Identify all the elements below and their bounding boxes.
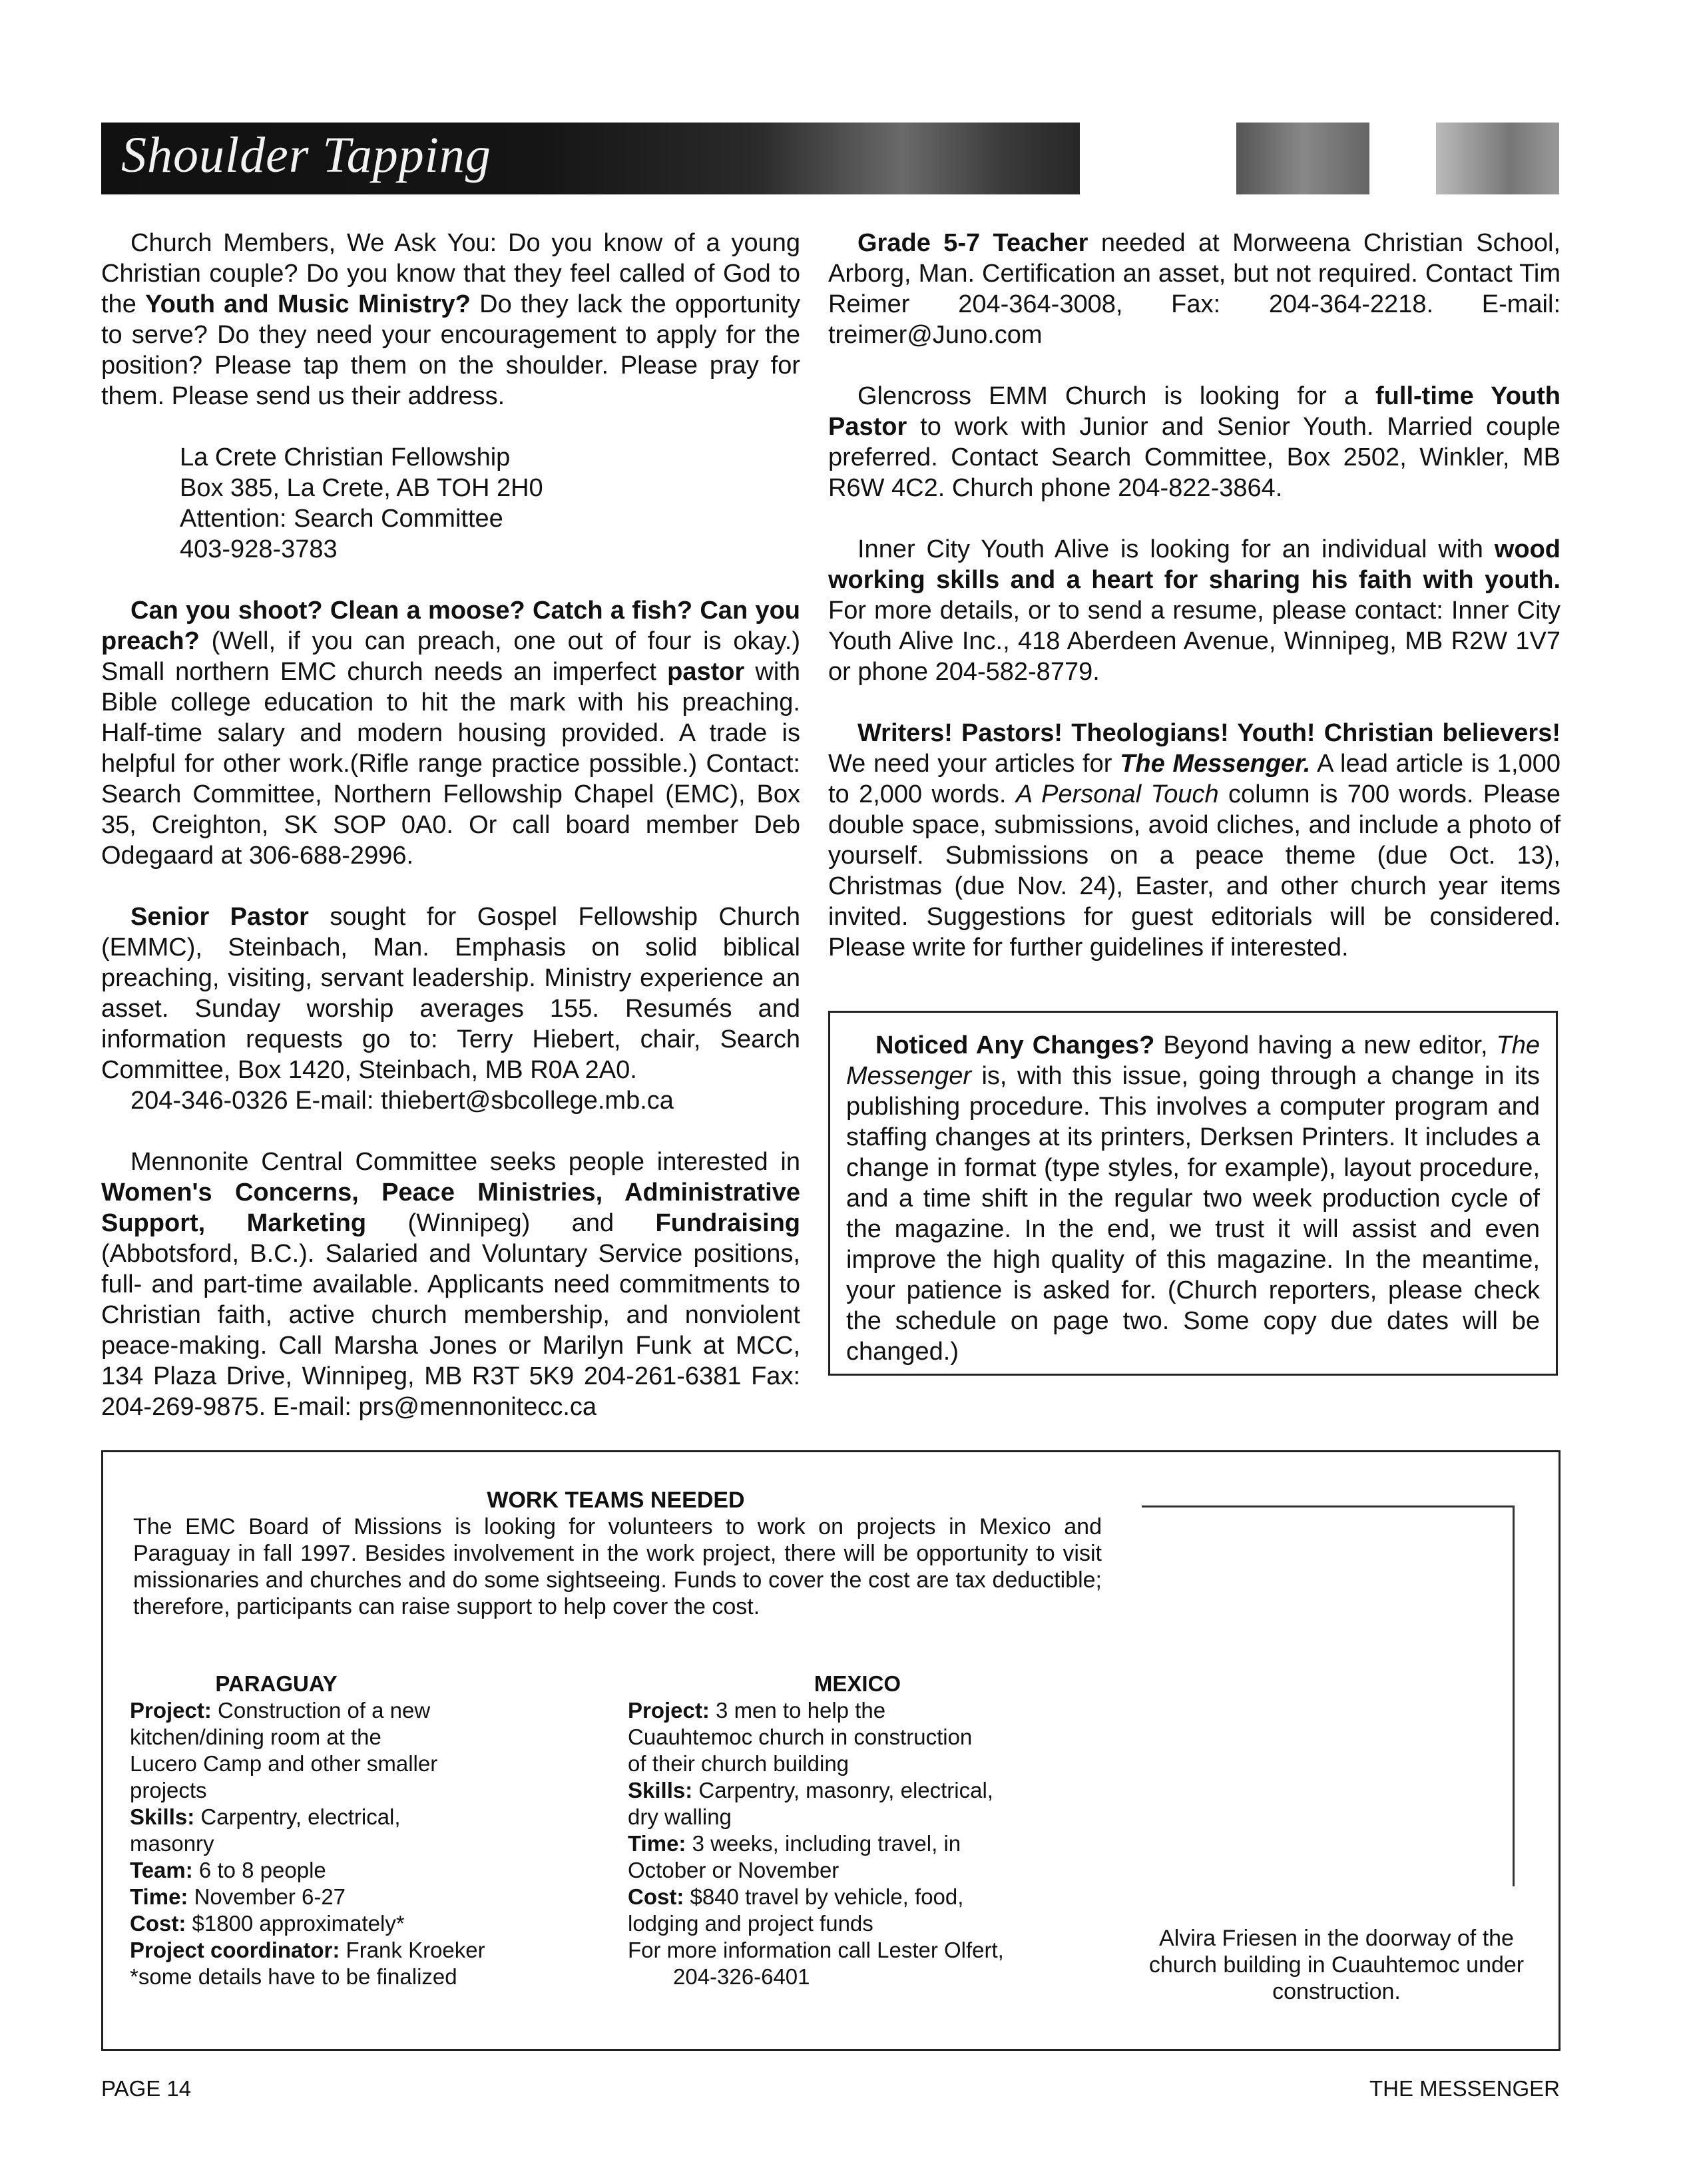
value: $1800 approximately*: [186, 1911, 405, 1936]
label: Time:: [628, 1831, 686, 1856]
ad-northern-pastor: [101, 595, 800, 871]
text: For more details, or to send a resume, please contact: Inner City Youth Alive Inc., 418 Aberdeen Avenue, Winnipeg, MB R2W 1V7 or phone 204-582-8779.: [828, 597, 1561, 686]
bold-text: Youth and Music Ministry?: [145, 290, 471, 318]
value: dry walling: [628, 1804, 732, 1829]
contact-phone: 204-326-6401: [673, 1964, 810, 1989]
text: to work with Junior and Senior Youth. Married couple preferred. Contact Search Committee, Box 2502, Winkler, MB R6W 4C2. Church phone 204-822-3864.: [828, 413, 1561, 502]
bold-text: pastor: [667, 658, 745, 686]
work-teams-title: WORK TEAMS NEEDED: [487, 1488, 745, 1513]
value: lodging and project funds: [628, 1911, 873, 1936]
label: Project coordinator:: [130, 1938, 340, 1962]
label: Project:: [628, 1698, 710, 1723]
skills-line: [628, 1777, 1120, 1804]
time-line: [628, 1830, 1120, 1857]
ad-teacher: [828, 228, 1561, 350]
ad-writers: [828, 718, 1561, 963]
value: 6 to 8 people: [192, 1858, 326, 1882]
bold-text: wood working skills and a heart for sharing his faith with youth.: [828, 535, 1561, 594]
address-block: [101, 442, 800, 565]
text: A lead article is 1,000 to 2,000 words.: [828, 750, 1561, 808]
value: of their church building: [628, 1751, 849, 1776]
text: Mennonite Central Committee seeks people interested in: [130, 1148, 800, 1176]
address-line: La Crete Christian Fellowship: [180, 443, 511, 471]
banner-texture: [1236, 123, 1369, 194]
text: column is 700 words. Please double space, submissions, avoid cliches, and include a photo of yourself. Submissions on a peace theme (due Oct. 13), Christmas (due Nov. 24), Easter, and other church year items invited. Suggestions for guest editorials will be considered. Please write for further guidelines if interested.: [828, 780, 1561, 961]
bold-text: Women's Concerns, Peace Ministries, Administrative Support, Marketing: [101, 1179, 800, 1237]
text: Beyond having a new editor,: [1154, 1031, 1497, 1059]
bold-text: Senior Pastor: [130, 903, 309, 931]
paraguay-column: [130, 1671, 596, 1990]
banner-gap: [1080, 123, 1236, 194]
banner-texture: [1436, 123, 1559, 194]
value: Frank Kroeker: [340, 1938, 485, 1962]
bold-italic-text: The Messenger.: [1120, 750, 1311, 778]
ad-youth-pastor: [828, 381, 1561, 503]
cost-line: [628, 1884, 1120, 1910]
project-line: [130, 1697, 596, 1724]
value: Carpentry, masonry, electrical,: [692, 1778, 993, 1802]
value: $840 travel by vehicle, food,: [684, 1884, 964, 1909]
team-line: [130, 1857, 596, 1884]
bold-text: Noticed Any Changes?: [875, 1031, 1155, 1059]
bold-text: Writers! Pastors! Theologians! Youth! Christian believers!: [857, 719, 1561, 747]
value: 3 weeks, including travel, in: [686, 1831, 961, 1856]
text: We need your articles for: [828, 750, 1120, 778]
section-title: Shoulder Tapping: [121, 127, 491, 183]
bold-text: Can you shoot? Clean a moose? Catch a fish? Can you preach?: [101, 597, 800, 655]
cost-line: [130, 1910, 596, 1937]
bold-text: Fundraising: [655, 1209, 800, 1237]
footnote: *some details have to be finalized: [130, 1964, 457, 1989]
address-line: 403-928-3783: [180, 535, 338, 563]
coordinator-line: [130, 1937, 596, 1964]
label: Time:: [130, 1884, 188, 1909]
text: (Winnipeg) and: [366, 1209, 656, 1237]
work-teams-intro: The EMC Board of Missions is looking for volunteers to work on projects in Mexico and Paraguay in fall 1997. Besides involvement in the work project, there will be opportunity to visit missionaries and churches and do some sightseeing. Funds to cover the cost are tax deductible; therefore, participants can raise support to help cover the cost.: [133, 1514, 1102, 1619]
text: 204-346-0326 E-mail: thiebert@sbcollege.mb.ca: [130, 1087, 674, 1115]
paraguay-heading: PARAGUAY: [215, 1671, 338, 1696]
text: Church Members, We Ask You: Do you know of a young Christian couple? Do you know that they feel called of God to the: [101, 229, 800, 318]
value: kitchen/dining room at the: [130, 1725, 381, 1749]
text: with Bible college education to hit the mark with his preaching. Half-time salary and modern housing provided. A trade is helpful for other work.(Rifle range practice possible.) Contact: Search Committee, Northern Fellowship Chapel (EMC), Box 35, Creighton, SK SOP 0A0. Or call board member Deb Odegaard at 306-688-2996.: [101, 658, 801, 870]
address-line: Box 385, La Crete, AB TOH 2H0: [180, 474, 543, 502]
photo-frame: [1142, 1505, 1515, 1886]
label: Team:: [130, 1858, 193, 1882]
value: Construction of a new: [211, 1698, 431, 1723]
right-column: [828, 228, 1561, 963]
ad-youth-music-ministry: [101, 228, 800, 411]
value: masonry: [130, 1831, 214, 1856]
text: Do they lack the opportunity to serve? Do they need your encouragement to apply for the position? Please tap them on the shoulder. Please pray for them. Please send us their address.: [101, 290, 800, 410]
text: (Abbotsford, B.C.). Salaried and Voluntary Service positions, full- and part-time available. Applicants need commitments to Christian faith, active church membership, and nonviolent peace-making. Call Marsha Jones or Marilyn Funk at MCC, 134 Plaza Drive, Winnipeg, MB R3T 5K9 204-261-6381 Fax: 204-269-9875. E-mail: prs@mennonitecc.ca: [101, 1240, 800, 1421]
text: Inner City Youth Alive is looking for an individual with: [857, 535, 1495, 563]
left-column: [101, 228, 800, 1422]
label: Cost:: [130, 1911, 186, 1936]
value: Lucero Camp and other smaller: [130, 1751, 438, 1776]
notice-box: [828, 1011, 1558, 1376]
mexico-heading: MEXICO: [814, 1671, 901, 1696]
value: November 6-27: [188, 1884, 346, 1909]
photo-caption: Alvira Friesen in the doorway of the church building in Cuauhtemoc under construction.: [1148, 1926, 1525, 2004]
italic-text: A Personal Touch: [1015, 780, 1219, 808]
text: (Well, if you can preach, one out of four is okay.) Small northern EMC church needs an imperfect: [101, 627, 800, 686]
text: sought for Gospel Fellowship Church (EMMC), Steinbach, Man. Emphasis on solid biblical preaching, visiting, servant leadership. Ministry experience an asset. Sunday worship averages 155. Resumés and information requests go to: Terry Hiebert, chair, Search Committee, Box 1420, Steinbach, MB R0A 2A0.: [101, 903, 800, 1084]
ad-youth-alive: [828, 534, 1561, 687]
value: October or November: [628, 1858, 840, 1882]
project-line: [628, 1697, 1120, 1724]
time-line: [130, 1884, 596, 1910]
work-teams-box: [101, 1450, 1561, 2051]
value: Cuauhtemoc church in construction: [628, 1725, 973, 1749]
text: Glencross EMM Church is looking for a: [857, 382, 1376, 410]
banner-gap: [1369, 123, 1436, 194]
mexico-column: [628, 1671, 1120, 1990]
section-banner: [101, 123, 1559, 194]
text: is, with this issue, going through a change in its publishing procedure. This involves a computer program and staffing changes at its printers, Derksen Printers. It includes a change in format (type styles, for example), layout procedure, and a time shift in the regular two week production cycle of the magazine. In the end, we trust it will assist and even improve the high quality of this magazine. In the meantime, your patience is asked for. (Church reporters, please check the schedule on page two. Some copy due dates will be changed.): [846, 1062, 1540, 1366]
ad-mcc: [101, 1147, 800, 1422]
text: needed at Morweena Christian School, Arborg, Man. Certification an asset, but not required. Contact Tim Reimer 204-364-3008, Fax: 204-364-2218. E-mail: treimer@Juno.com: [828, 229, 1561, 349]
contact-line: For more information call Lester Olfert,: [628, 1938, 1004, 1962]
label: Project:: [130, 1698, 212, 1723]
italic-text: The Messenger: [846, 1031, 1540, 1090]
address-line: Attention: Search Committee: [180, 505, 503, 533]
publication-name: THE MESSENGER: [1369, 2076, 1560, 2101]
value: 3 men to help the: [709, 1698, 886, 1723]
value: Carpentry, electrical,: [194, 1804, 401, 1829]
page-number: PAGE 14: [101, 2076, 192, 2101]
label: Skills:: [628, 1778, 693, 1802]
ad-senior-pastor: [101, 902, 800, 1116]
bold-text: full-time Youth Pastor: [828, 382, 1561, 441]
skills-line: [130, 1804, 596, 1830]
value: projects: [130, 1778, 207, 1802]
label: Skills:: [130, 1804, 195, 1829]
bold-text: Grade 5-7 Teacher: [857, 229, 1088, 257]
label: Cost:: [628, 1884, 684, 1909]
